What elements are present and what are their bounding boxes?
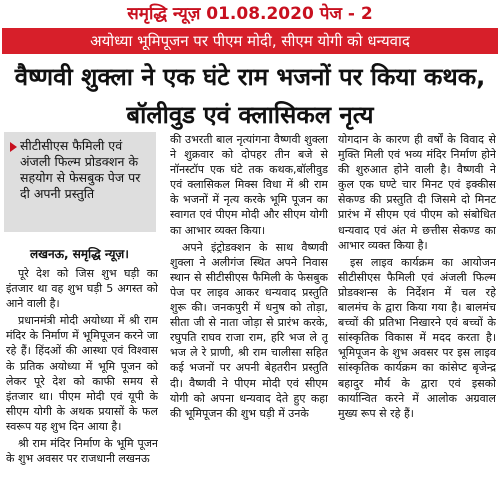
article-column-3 xyxy=(338,132,496,500)
article-column-1 xyxy=(6,266,158,500)
paragraph: योगदान के कारण ही वर्षों के विवाद से मुक्ति मिली एवं भव्य मंदिर निर्माण होने की शुरुआत होने वाली है। वैष्णवी ने कुल एक घण्टे चार मिनट एवं इक्कीस सेकण्ड की प्रस्तुति दी जिसमे दो मिनट प्रारंभ में सीएम एवं पीएम को संबोधित धन्यवाद एवं अंत मे छत्तीस सेकण्ड का आभार व्यक्त किया है। xyxy=(338,133,496,252)
paragraph: पूरे देश को जिस शुभ घड़ी का इंतजार था वह शुभ घड़ी 5 अगस्त को आने वाली है। xyxy=(6,267,158,311)
dateline: लखनऊ, समृद्धि न्यूज़। xyxy=(30,247,129,261)
red-banner-subheadline: अयोध्या भूमिपूजन पर पीएम मोदी, सीएम योगी को धन्यवाद xyxy=(2,28,498,54)
newspaper-date-header: समृद्धि न्यूज़ 01.08.2020 पेज - 2 xyxy=(127,4,373,24)
pull-quote-box xyxy=(4,132,156,232)
article-headline: वैष्णवी शुक्ला ने एक घंटे राम भजनों पर किया कथक, बॉलीवुड एवं क्लासिकल नृत्य xyxy=(14,63,486,129)
paragraph: इस लाइव कार्यक्रम का आयोजन सीटीसीएस फैमिली एवं अंजली फिल्म प्रोडक्शन्स के निर्देशन में चल रहे बालमंच के द्वारा किया गया है। बालमंच बच्चों की प्रतिभा निखारने एवं बच्चों के सांस्कृतिक विकास में मदद करता है। भूमिपूजन के शुभ अवसर पर इस लाइव सांस्कृतिक कार्यक्रम का कांसेप्ट बृजेन्द्र बहादुर मौर्य के द्वारा एवं इसको कार्यान्वित करने में आलोक अग्रवाल मुख्य रूप से रहे हैं। xyxy=(338,255,496,420)
pull-quote-text: सीटीसीएस फैमिली एवं अंजली फिल्म प्रोडक्शन के सहयोग से फेसबुक पेज पर दी अपनी प्रस्तुति xyxy=(20,138,141,201)
article-column-2 xyxy=(170,132,328,500)
paragraph: प्रधानमंत्री मोदी अयोध्या में श्री राम मंदिर के निर्माण में भूमिपूजन करने जा रहे हैं। हिंदओं की आस्था एवं विश्वास के प्रतिक अयोध्या में भूमि पूजन को लेकर पूरे देश को काफी समय से इंतजार था। पीएम मोदी एवं यूपी के सीएम योगी के अथक प्रयासों के फल स्वरूप यह शुभ दिन आया है। xyxy=(6,314,158,433)
paragraph: श्री राम मंदिर निर्माण के भूमि पूजन के शुभ अवसर पर राजधानी लखनऊ xyxy=(6,437,158,466)
paragraph: की उभरती बाल नृत्यांगना वैष्णवी शुक्ला ने शुक्रवार को दोपहर तीन बजे से नॉनस्टॉप एक घंटे तक कथक,बॉलीवुड एवं क्लासिकल मिक्स विधा में श्री राम के भजनों में नृत्य करके भूमि पूजन का स्वागत एवं पीएम मोदी और सीएम योगी का आभार व्यक्त किया। xyxy=(170,133,328,237)
triangle-bullet-icon xyxy=(10,142,17,152)
paragraph: अपने इंट्रोडक्शन के साथ वैष्णवी शुक्ला ने अलीगंज स्थित अपने निवास स्थान से सीटीसीएस फैमिली के फेसबुक पेज पर लाइव आकर धन्यवाद प्रस्तुति शुरू की। जनकपुरी में धनुष को तोड़ा, सीता जी से नाता जोड़ा से प्रारंभ करके, रघुपति राघव राजा राम, हरि भज ले तू भज ले रे प्राणी, श्री राम चालीसा सहित कई भजनों पर अपनी बेहतरीन प्रस्तुति दी। वैष्णवी ने पीएम मोदी एवं सीएम योगी को अपना धन्यवाद देते हुए कहा की भूमिपूजन की शुभ घड़ी में उनके xyxy=(170,240,328,420)
